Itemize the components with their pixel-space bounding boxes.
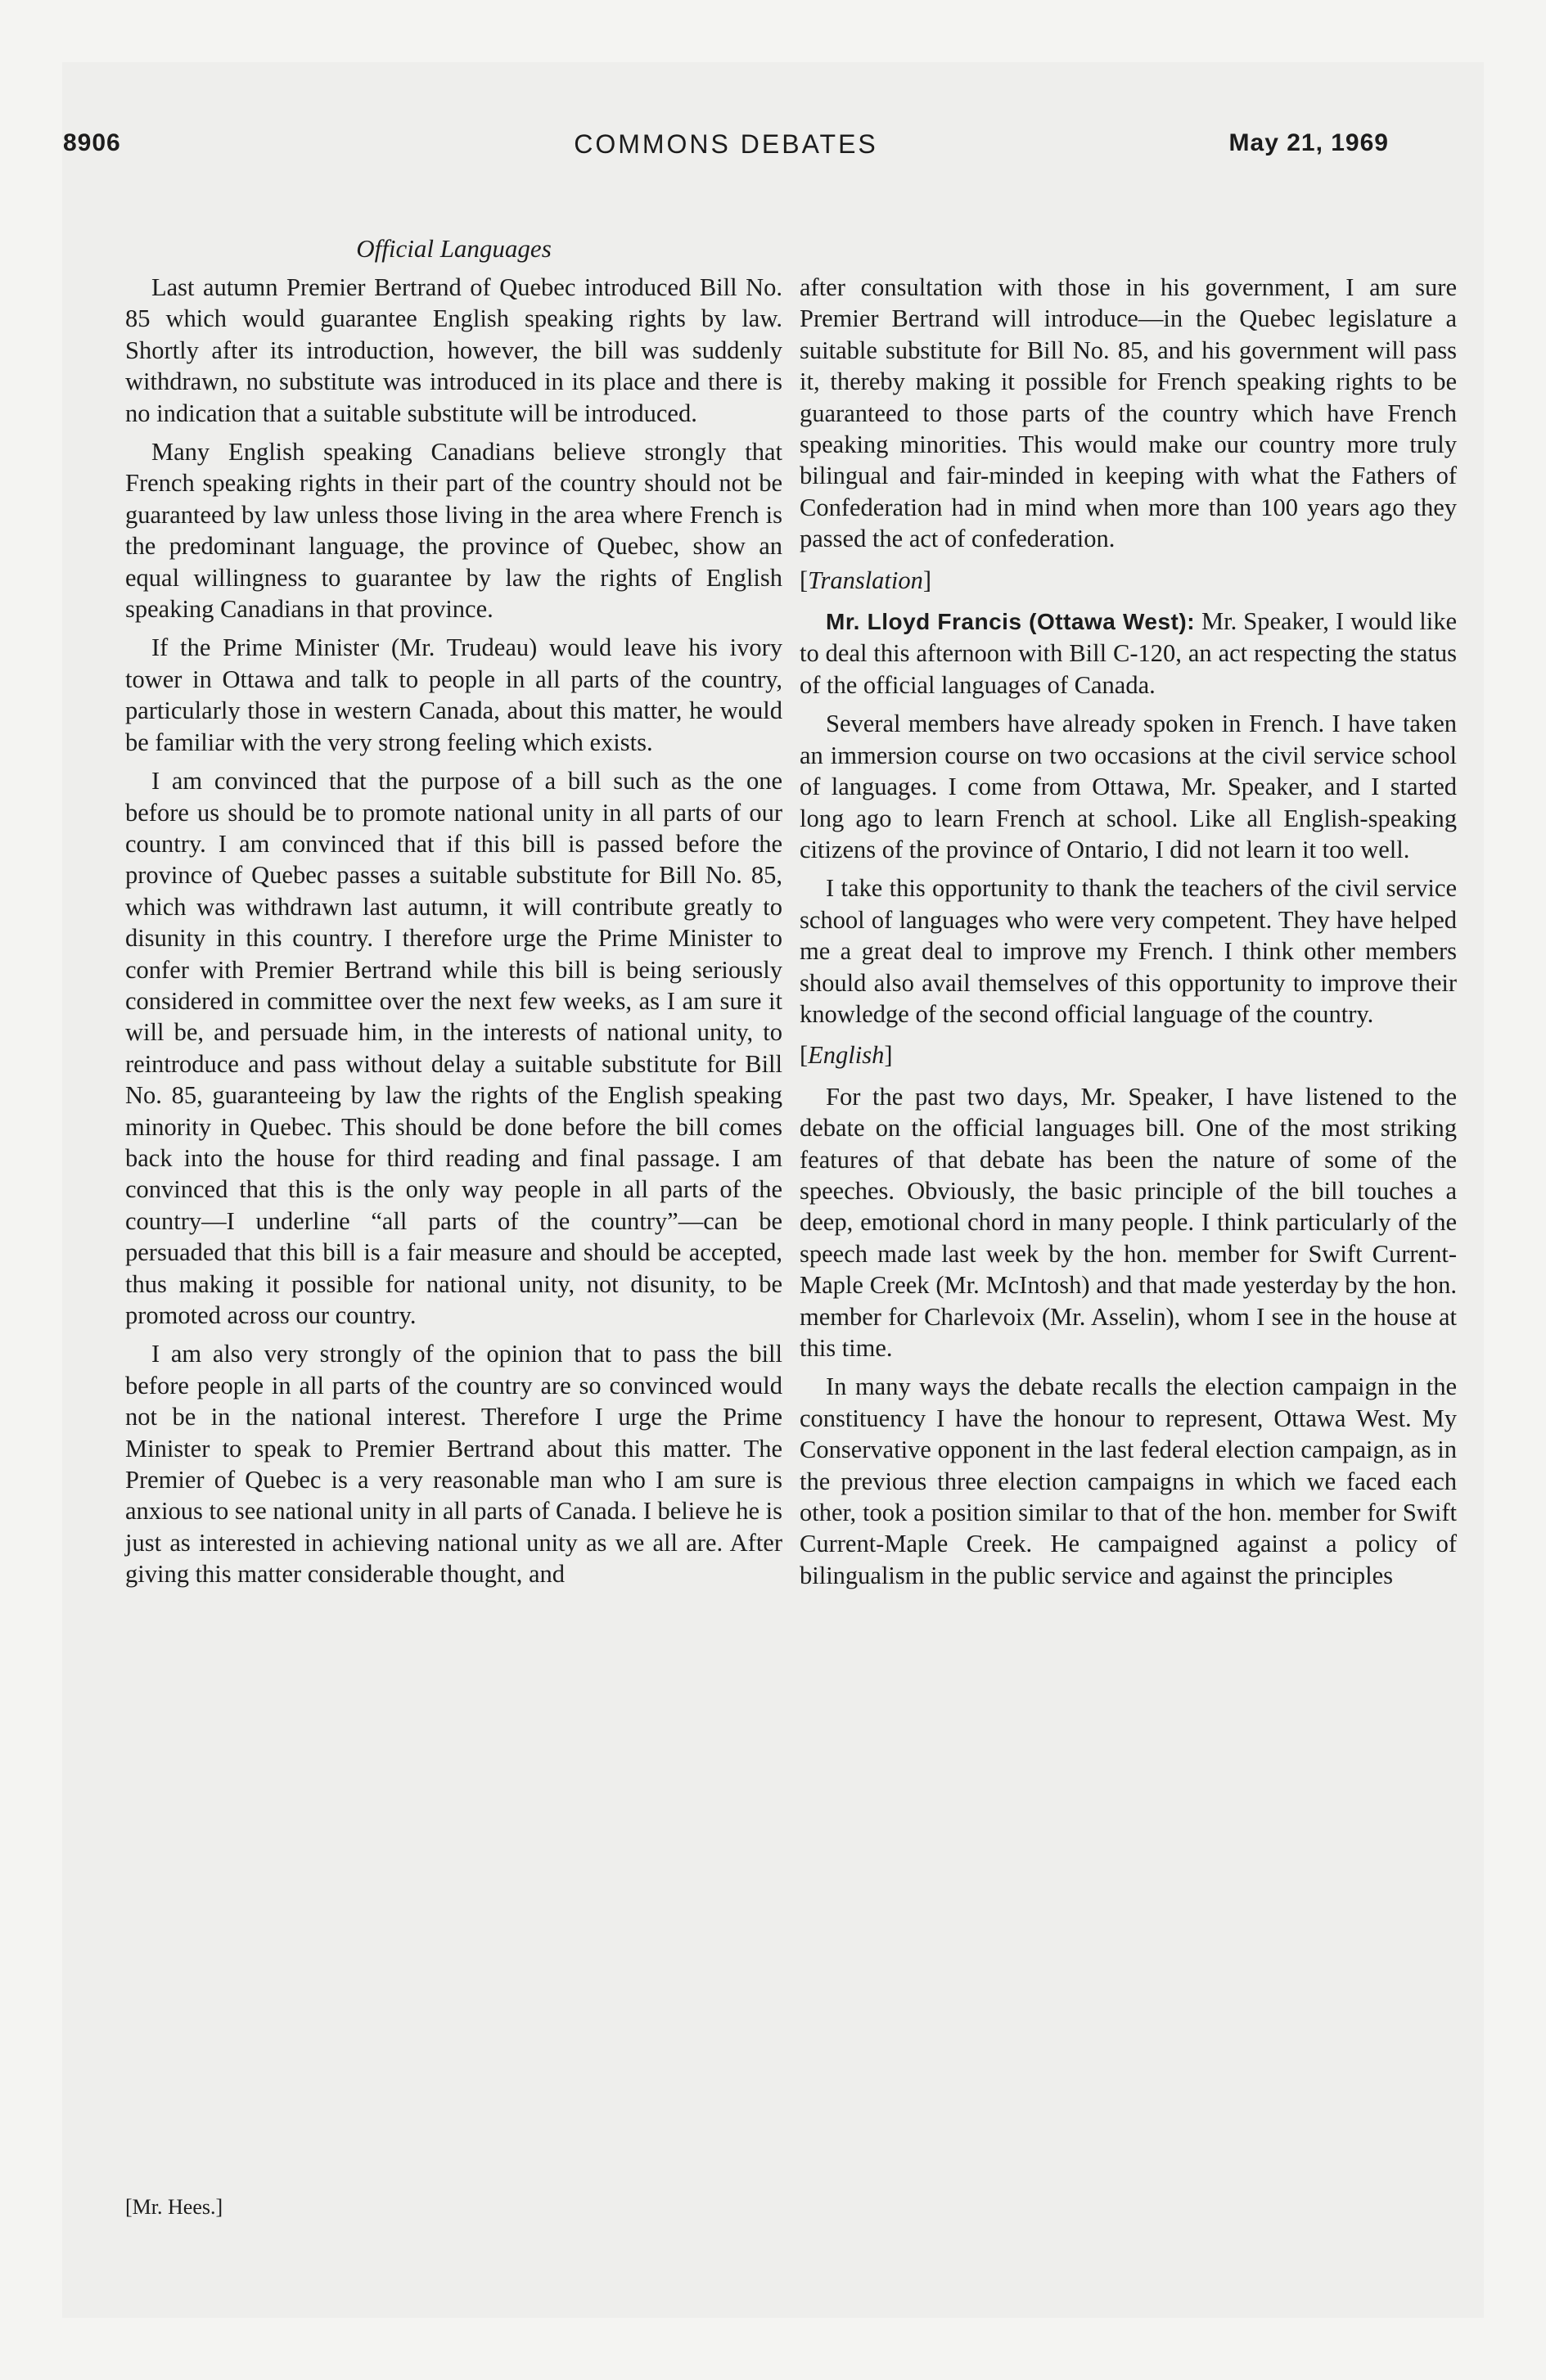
right-column (800, 272, 1457, 1598)
speaker-text: Mr. Speaker, I would like to deal this afternoon with Bill C-120, an act respecting the status of the official languages of Canada. (800, 607, 1457, 699)
english-tag: [English] (800, 1041, 893, 1070)
paragraph: I am also very strongly of the opinion that to pass the bill before people in all parts of the country are so convinced would not be in the national interest. Therefore I urge the Prime Minister to speak to Premier Bertrand about this matter. The Premier of Quebec is a very reasonable man who I am sure is anxious to see national unity in all parts of Canada. I believe he is just as interested in achieving national unity as we all are. After giving this matter considerable thought, and (125, 1340, 782, 1589)
translation-tag: [Translation] (800, 566, 932, 594)
translation-tag-label: Translation (808, 566, 923, 594)
section-title: Official Languages (356, 234, 552, 263)
paragraph: I am convinced that the purpose of a bill such as the one before us should be to promote national unity in all parts of our country. I am convinced that if this bill is passed before the province of Quebec passes a suitable substitute for Bill No. 85, which was withdrawn last autumn, it will contribute greatly to disunity in this country. I therefore urge the Prime Minister to confer with Premier Bertrand while this bill is being seriously considered in committee over the next few weeks, as I am sure it will be, and persuade him, in the interests of national unity, to reintroduce and pass without delay a suitable substitute for Bill No. 85, guaranteeing by law the rights of the English speaking minority in Quebec. This should be done before the bill comes back into the house for third reading and final passage. I am convinced that this is the only way people in all parts of the country—I underline “all parts of the country”—can be persuaded that this bill is a fair measure and should be accepted, thus making it possible for national unity, not disunity, to be promoted across our country. (125, 767, 782, 1329)
paragraph: Last autumn Premier Bertrand of Quebec introduced Bill No. 85 which would guarantee English speaking rights by law. Shortly after its introduction, however, the bill was suddenly withdrawn, no substitute was introduced in its place and there is no indication that a suitable substitute will be introduced. (125, 273, 782, 427)
speaker-paragraph (800, 606, 1457, 701)
page-number: 8906 (63, 129, 121, 156)
paragraph: after consultation with those in his government, I am sure Premier Bertrand will introduce—in the Quebec legislature a suitable substitute for Bill No. 85, and his government will pass it, thereby making it possible for French speaking rights to be guaranteed to those parts of the country which have French speaking minorities. This would make our country more truly bilingual and fair-minded in keeping with what the Fathers of Confederation had in mind when more than 100 years ago they passed the act of confederation. (800, 273, 1457, 553)
paragraph: For the past two days, Mr. Speaker, I have listened to the debate on the official languages bill. One of the most striking features of that debate has been the nature of some of the speeches. Obviously, the basic principle of the bill touches a deep, emotional chord in many people. I think particularly of the speech made last week by the hon. member for Swift Current-Maple Creek (Mr. McIntosh) and that made yesterday by the hon. member for Charlevoix (Mr. Asselin), whom I see in the house at this time. (800, 1082, 1457, 1362)
left-column (125, 272, 782, 1598)
paragraph: Many English speaking Canadians believe strongly that French speaking rights in their part of the country should not be guaranteed by law unless those living in the area where French is the predominant language, the province of Quebec, show an equal willingness to guarantee by law the rights of English speaking Canadians in that province. (125, 438, 782, 624)
page-date: May 21, 1969 (1228, 129, 1389, 156)
paragraph: Several members have already spoken in French. I have taken an immersion course on two occasions at the civil service school of languages. I come from Ottawa, Mr. Speaker, and I started long ago to learn French at school. Like all English-speaking citizens of the province of Ontario, I did not learn it too well. (800, 710, 1457, 863)
english-tag-label: English (808, 1041, 885, 1070)
paragraph: In many ways the debate recalls the election campaign in the constituency I have the honour to represent, Ottawa West. My Conservative opponent in the last federal election campaign, as in the previous three election campaigns in which we faced each other, took a position similar to that of the hon. member for Swift Current-Maple Creek. He campaigned against a policy of bilingualism in the public service and against the principles (800, 1373, 1457, 1589)
paragraph: If the Prime Minister (Mr. Trudeau) would leave his ivory tower in Ottawa and talk to people in all parts of the country, particularly those in western Canada, about this matter, he would be familiar with the very strong feeling which exists. (125, 633, 782, 756)
page-header (63, 129, 1389, 170)
speaker-name: Mr. Lloyd Francis (Ottawa West): (826, 609, 1196, 635)
page-footer: [Mr. Hees.] (125, 2195, 223, 2219)
paragraph: I take this opportunity to thank the teachers of the civil service school of languages who were very competent. They have helped me a great deal to improve my French. I think other members should also avail themselves of this opportunity to improve their knowledge of the second official language of the country. (800, 874, 1457, 1028)
publication-title: COMMONS DEBATES (574, 129, 878, 159)
